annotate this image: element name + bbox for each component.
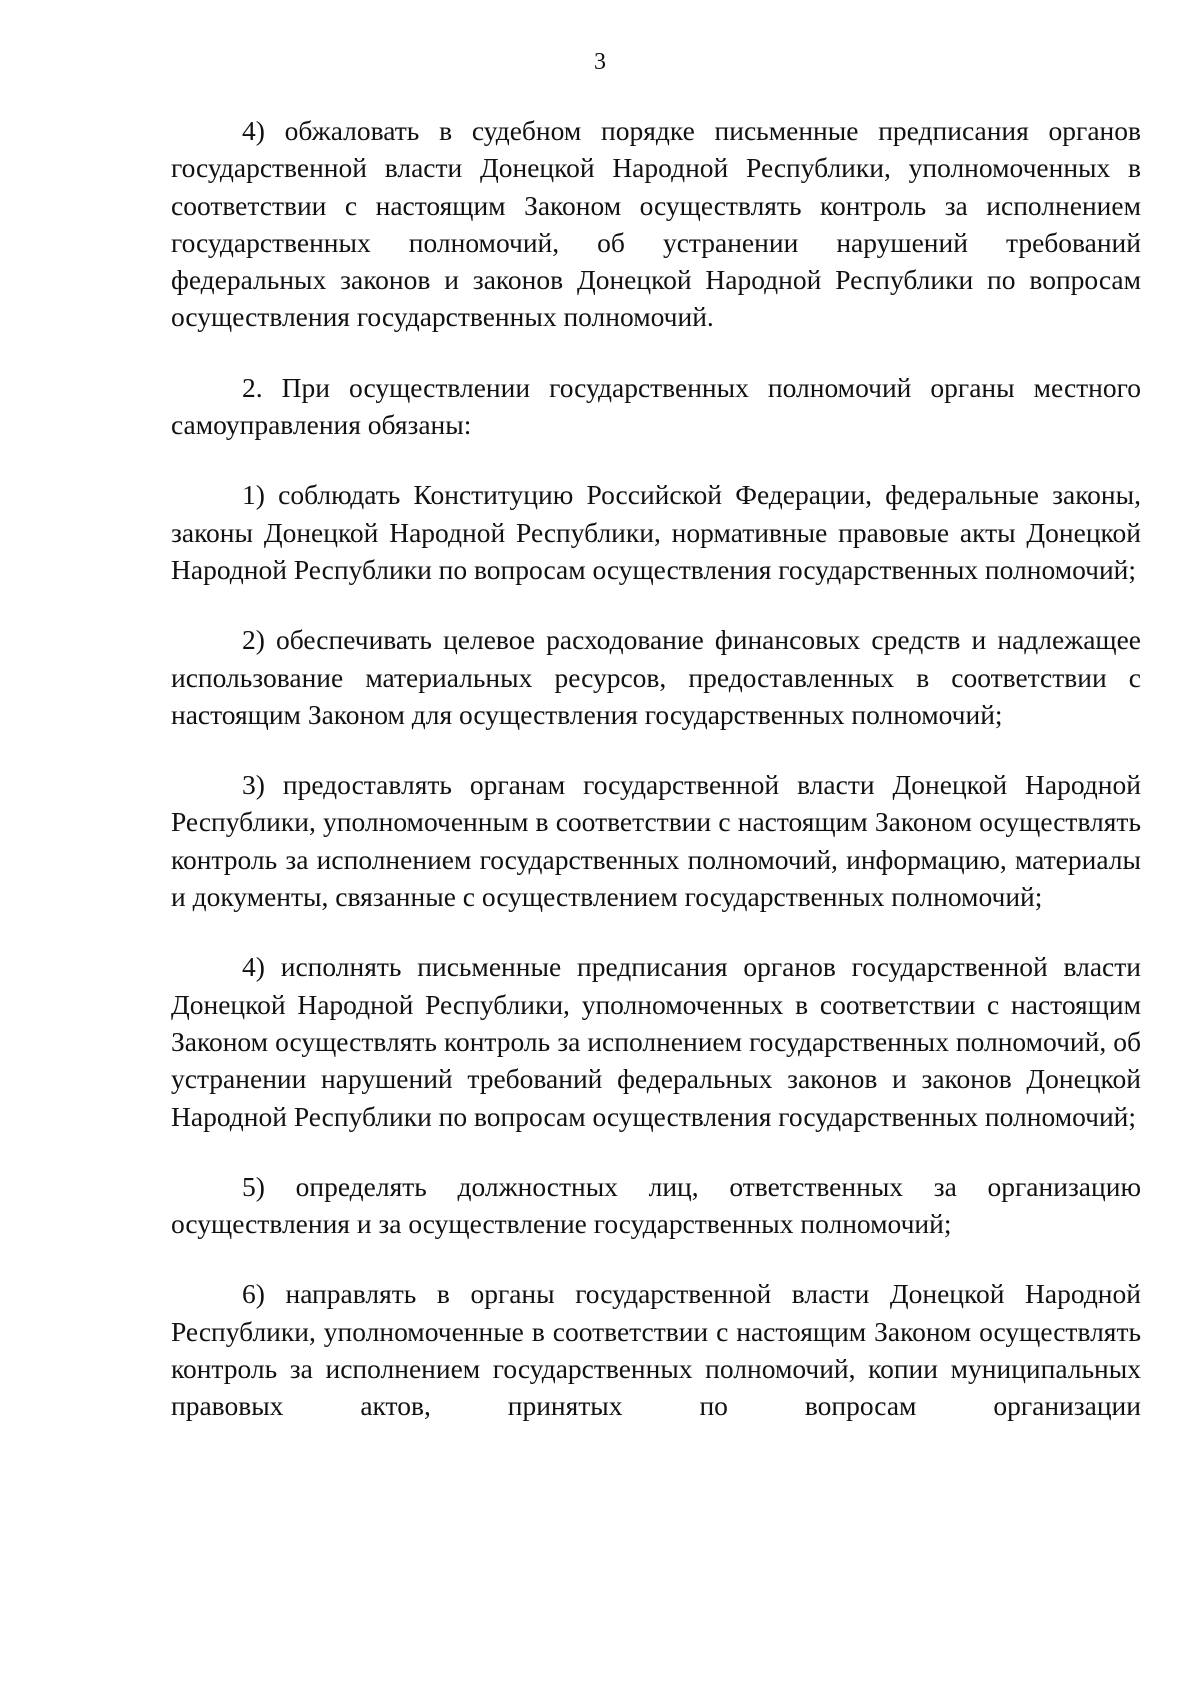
paragraph-duty-5: 5) определять должностных лиц, ответственных за организацию осуществления и за осуществление государственных полномочий; [171, 1170, 1141, 1240]
paragraph-duty-6: 6) направлять в органы государственной власти Донецкой Народной Республики, уполномоченные в соответствии с настоящим Законом осуществлять контроль за исполнением государственных полномочий, копии муниципальных правовых актов, принятых по вопросам организации [171, 1278, 1141, 1422]
document-body [171, 112, 1141, 1425]
paragraph-section-2-intro: 2. При осуществлении государственных полномочий органы местного самоуправления обязаны: [171, 371, 1141, 441]
paragraph-duty-1: 1) соблюдать Конституцию Российской Федерации, федеральные законы, законы Донецкой Народной Республики, нормативные правовые акты Донецкой Народной Республики по вопросам осуществления государственных полномочий; [171, 479, 1141, 585]
paragraph-duty-3: 3) предоставлять органам государственной власти Донецкой Народной Республики, уполномоченным в соответствии с настоящим Законом осуществлять контроль за исполнением государственных полномочий, информацию, материалы и документы, связанные с осуществлением государственных полномочий; [171, 769, 1141, 913]
paragraph-duty-2: 2) обеспечивать целевое расходование финансовых средств и надлежащее использование материальных ресурсов, предоставленных в соответствии с настоящим Законом для осуществления государственных полномочий; [171, 624, 1141, 730]
page-number: 3 [594, 49, 606, 75]
paragraph-right-to-appeal: 4) обжаловать в судебном порядке письменные предписания органов государственной власти Донецкой Народной Республики, уполномоченных в соответствии с настоящим Законом осуществлять контроль за исполнением государственных полномочий, об устранении нарушений требований федеральных законов и законов Донецкой Народной Республики по вопросам осуществления государственных полномочий. [171, 115, 1141, 333]
paragraph-duty-4: 4) исполнять письменные предписания органов государственной власти Донецкой Народной Республики, уполномоченных в соответствии с настоящим Законом осуществлять контроль за исполнением государственных полномочий, об устранении нарушений требований федеральных законов и законов Донецкой Народной Республики по вопросам осуществления государственных полномочий; [171, 951, 1141, 1132]
